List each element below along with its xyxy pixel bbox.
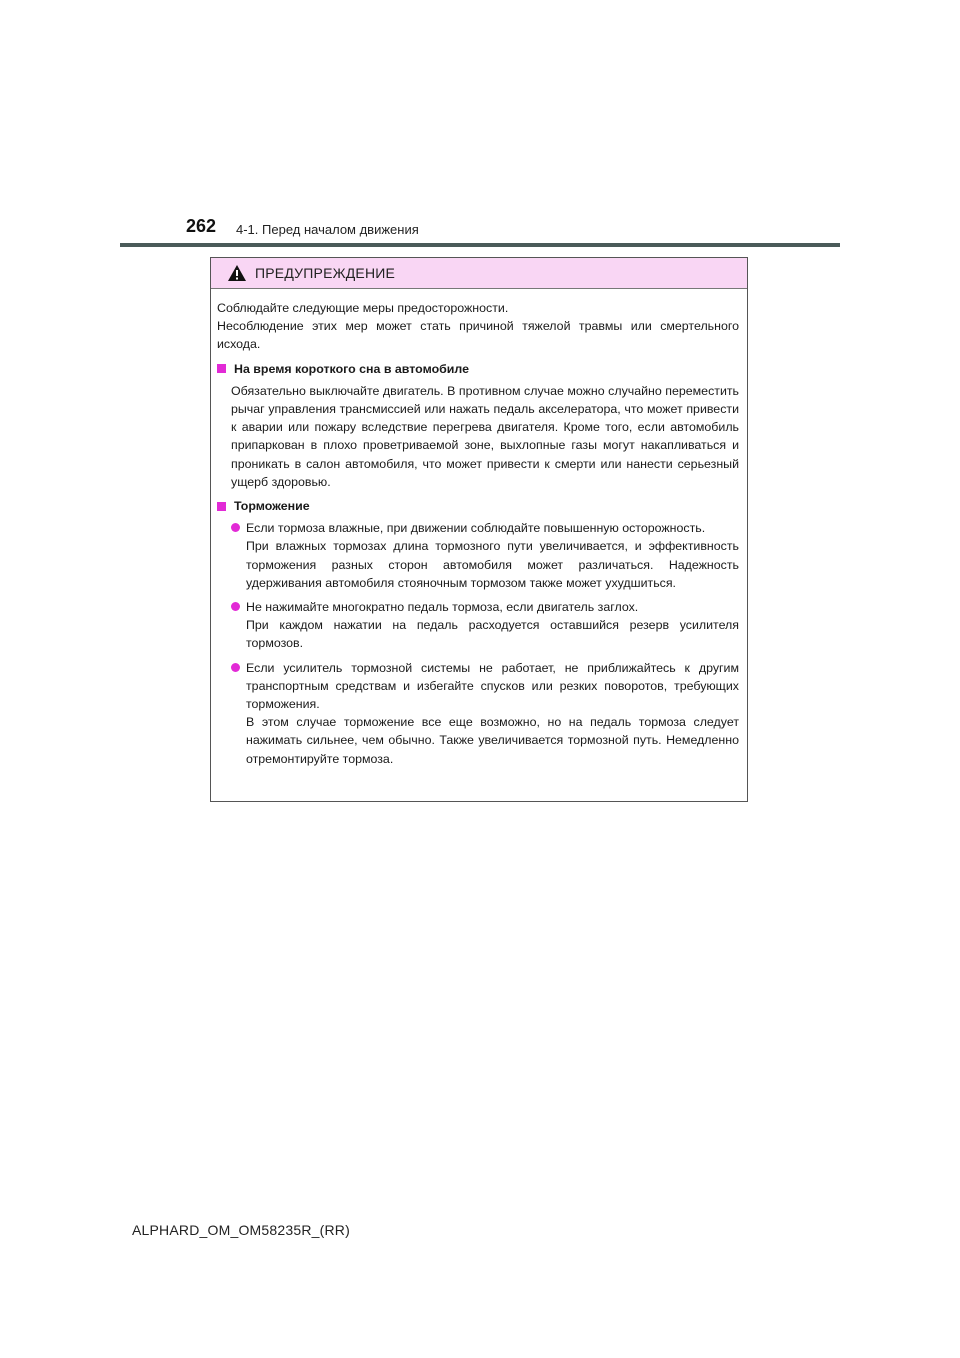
list-item: [217, 598, 739, 653]
section-text-sleep: Обязательно выключайте двигатель. В противном случае можно случайно переместить рычаг управления трансмиссией или нажать педаль акселератора, что может привести к аварии или пожару вследствие перегрева двигателя. Кроме того, если автомобиль припаркован в плохо проветриваемой зоне, выхлопные газы могут накапливаться и проникать в салон автомобиля, что может привести к смерти или нанести серьезный ущерб здоровью.: [231, 383, 739, 489]
list-item-line: В этом случае торможение все еще возможно, но на педаль тормоза следует нажимать сильнее, чем обычно. Также увеличивается тормозной путь. Немедленно отремонтируйте тормоза.: [246, 715, 739, 766]
list-item-line: При влажных тормозах длина тормозного пути увеличивается, и эффективность торможения разных сторон автомобиля может различаться. Надежность удерживания автомобиля стояночным тормозом также может ухудшиться.: [246, 539, 739, 590]
round-bullet-icon: [231, 663, 240, 672]
section-heading-braking: [217, 497, 739, 515]
footer-doc-code: ALPHARD_OM_OM58235R_(RR): [132, 1222, 350, 1238]
list-item-line: Не нажимайте многократно педаль тормоза, если двигатель заглох.: [246, 600, 639, 615]
round-bullet-icon: [231, 602, 240, 611]
list-item-text: [246, 598, 739, 653]
warning-body: [211, 289, 747, 768]
warning-intro-consequence: Несоблюдение этих мер может стать причиной тяжелой травмы или смертельного исхода.: [217, 319, 739, 352]
list-item: [217, 519, 739, 592]
section-heading-text: На время короткого сна в автомобиле: [234, 361, 470, 376]
warning-triangle-icon: [227, 264, 247, 282]
square-bullet-icon: [217, 364, 226, 373]
header-rule: [120, 243, 840, 247]
list-item-line: Если усилитель тормозной системы не работает, не приближайтесь к другим транспортным средствам и избегайте спусков или резких поворотов, требующих торможения.: [246, 660, 739, 712]
warning-box: [210, 257, 748, 802]
list-item-text: [246, 519, 739, 592]
list-item-line: При каждом нажатии на педаль расходуется оставшийся резерв усилителя тормозов.: [246, 618, 739, 651]
warning-title: ПРЕДУПРЕЖДЕНИЕ: [255, 265, 396, 281]
section-heading-text: Торможение: [234, 499, 310, 514]
section-title: 4-1. Перед началом движения: [236, 222, 419, 237]
round-bullet-icon: [231, 523, 240, 532]
section-heading-sleep: [217, 360, 739, 378]
warning-intro-line: Соблюдайте следующие меры предосторожности.: [217, 301, 509, 315]
page-number: 262: [186, 216, 217, 236]
warning-header: [211, 258, 747, 289]
list-item-text: [246, 659, 739, 768]
list-item-line: Если тормоза влажные, при движении соблюдайте повышенную осторожность.: [246, 521, 706, 536]
list-item: [217, 659, 739, 768]
square-bullet-icon: [217, 502, 226, 511]
